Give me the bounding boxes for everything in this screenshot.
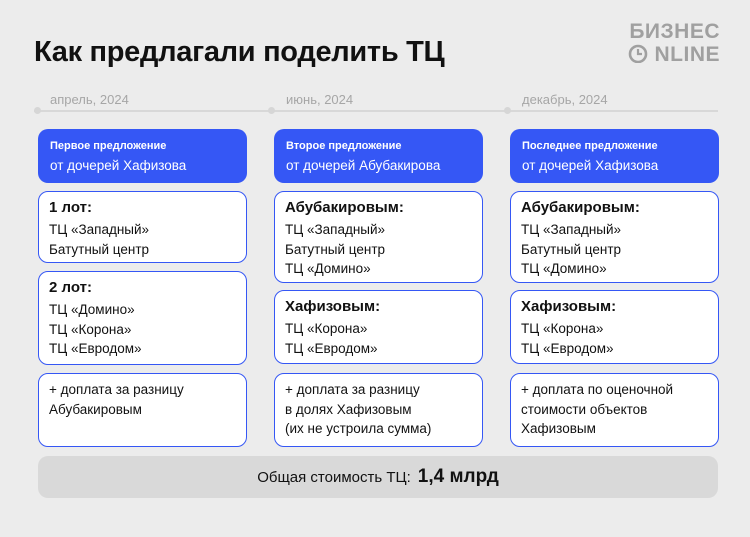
note-card <box>274 373 483 447</box>
note-line: + доплата за разницу <box>49 382 184 397</box>
note-card <box>38 373 247 447</box>
proposal-number: Первое предложение <box>50 140 167 152</box>
lot-item: ТЦ «Корона» <box>49 321 132 337</box>
logo-line-2: NLINE <box>654 43 720 66</box>
lot-item: ТЦ «Евродом» <box>49 341 142 356</box>
lot-item: ТЦ «Домино» <box>49 302 135 317</box>
lot-card <box>38 191 247 263</box>
total-cost-value: 1,4 млрд <box>417 466 499 487</box>
clock-icon <box>628 43 648 63</box>
proposal-author: от дочерей Абубакирова <box>286 158 441 173</box>
lot-item: ТЦ «Евродом» <box>521 340 614 356</box>
lot-item: Батутный центр <box>285 241 386 257</box>
lot-item: ТЦ «Корона» <box>521 321 604 336</box>
lot-heading: 1 лот: <box>49 199 92 216</box>
timeline-dot <box>34 107 41 114</box>
business-online-logo <box>628 20 720 70</box>
lot-card <box>510 290 719 364</box>
lot-item: Батутный центр <box>521 241 622 257</box>
note-line: + доплата за разницу <box>285 382 420 397</box>
note-line: + доплата по оценочной <box>521 382 674 397</box>
page-title: Как предлагали поделить ТЦ <box>34 36 445 68</box>
total-cost-label: Общая стоимость ТЦ: <box>257 468 411 486</box>
proposal-number: Последнее предложение <box>522 140 658 152</box>
proposal-column-1 <box>38 129 247 417</box>
timeline-dot <box>268 107 275 114</box>
proposal-header <box>274 129 483 183</box>
logo-line-1: БИЗНЕС <box>629 20 720 43</box>
lot-card <box>510 191 719 283</box>
note-line: Хафизовым <box>521 421 596 436</box>
lot-item: ТЦ «Западный» <box>49 222 150 237</box>
proposal-column-3 <box>510 129 719 436</box>
note-card <box>510 373 719 447</box>
lot-item: Батутный центр <box>49 241 150 257</box>
lot-heading: Хафизовым: <box>521 298 617 315</box>
proposal-header <box>510 129 719 183</box>
timeline-dot <box>504 107 511 114</box>
note-line: стоимости объектов <box>521 401 648 417</box>
lot-heading: Хафизовым: <box>285 298 381 315</box>
lot-item: ТЦ «Западный» <box>521 222 622 237</box>
note-line: в долях Хафизовым <box>285 401 412 417</box>
lot-item: ТЦ «Западный» <box>285 222 386 237</box>
proposal-author: от дочерей Хафизова <box>522 158 659 173</box>
proposal-number: Второе предложение <box>286 140 402 152</box>
lot-card <box>38 271 247 365</box>
proposal-author: от дочерей Хафизова <box>50 158 187 173</box>
lot-heading: 2 лот: <box>49 279 92 296</box>
date-label-april: апрель, 2024 <box>46 92 133 107</box>
note-line: Абубакировым <box>49 401 142 417</box>
lot-item: ТЦ «Евродом» <box>285 340 378 356</box>
lot-item: ТЦ «Домино» <box>521 261 607 276</box>
timeline-line <box>34 110 718 112</box>
date-label-december: декабрь, 2024 <box>518 92 612 107</box>
lot-card <box>274 290 483 364</box>
date-label-june: июнь, 2024 <box>282 92 357 107</box>
note-line: (их не устроила сумма) <box>285 421 432 436</box>
lot-card <box>274 191 483 283</box>
lot-item: ТЦ «Корона» <box>285 321 368 336</box>
total-cost-bar <box>38 456 718 498</box>
proposal-header <box>38 129 247 183</box>
lot-item: ТЦ «Домино» <box>285 261 371 276</box>
proposal-column-2 <box>274 129 483 436</box>
lot-heading: Абубакировым: <box>521 199 640 216</box>
lot-heading: Абубакировым: <box>285 199 404 216</box>
